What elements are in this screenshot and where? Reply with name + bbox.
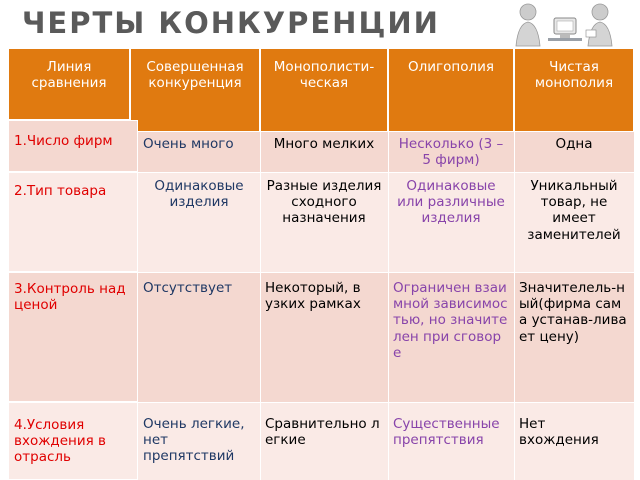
cell-price-monopolistic: Некоторый, в узких рамках (260, 272, 388, 402)
row-label-price-control: 3.Контроль над ценой (8, 272, 138, 402)
cell-entry-perfect: Очень легкие, нет препятствий (138, 402, 260, 480)
cell-product-monopolistic: Разные изделия сходного назначения (260, 172, 388, 272)
header-perfect-competition: Совершенная конкуренция (130, 48, 260, 132)
cell-price-monopoly: Значителель-ный(фирма сама устанав-ливает цену) (514, 272, 634, 402)
cell-firms-monopolistic: Много мелких (260, 132, 388, 172)
cell-firms-oligopoly: Несколько (3 – 5 фирм) (388, 132, 514, 172)
cell-firms-perfect: Очень много (138, 132, 260, 172)
header-monopolistic: Монополисти-ческая (260, 48, 388, 132)
cell-product-perfect: Одинаковые изделия (138, 172, 260, 272)
grid-line (260, 48, 261, 480)
cell-entry-oligopoly: Существенные препятствия (388, 402, 514, 480)
cell-product-monopoly: Уникальный товар, не имеет заменителей (514, 172, 634, 272)
people-with-computer-icon (512, 0, 632, 48)
row-label-product-type: 2.Тип товара (8, 172, 138, 272)
grid-line (8, 272, 634, 273)
grid-line (514, 48, 515, 480)
cell-product-oligopoly: Одинаковые или различные изделия (388, 172, 514, 272)
header-pure-monopoly: Чистая монополия (514, 48, 634, 132)
cell-entry-monopoly: Нет вхождения (514, 402, 634, 480)
grid-line (8, 172, 634, 173)
page-title: ЧЕРТЫ КОНКУРЕНЦИИ (22, 6, 440, 40)
row-label-entry-conditions: 4.Условия вхождения в отрасль (8, 402, 138, 480)
header-comparison-line: Линия сравнения (8, 48, 130, 120)
grid-line (8, 402, 634, 403)
header-oligopoly: Олигополия (388, 48, 514, 132)
cell-entry-monopolistic: Сравнительно легкие (260, 402, 388, 480)
cell-firms-monopoly: Одна (514, 132, 634, 172)
cell-price-perfect: Отсутствует (138, 272, 260, 402)
row-label-number-of-firms: 1.Число фирм (8, 120, 138, 172)
grid-line (388, 48, 389, 480)
cell-price-oligopoly: Ограничен взаимной зависимостью, но значителен при сговоре (388, 272, 514, 402)
